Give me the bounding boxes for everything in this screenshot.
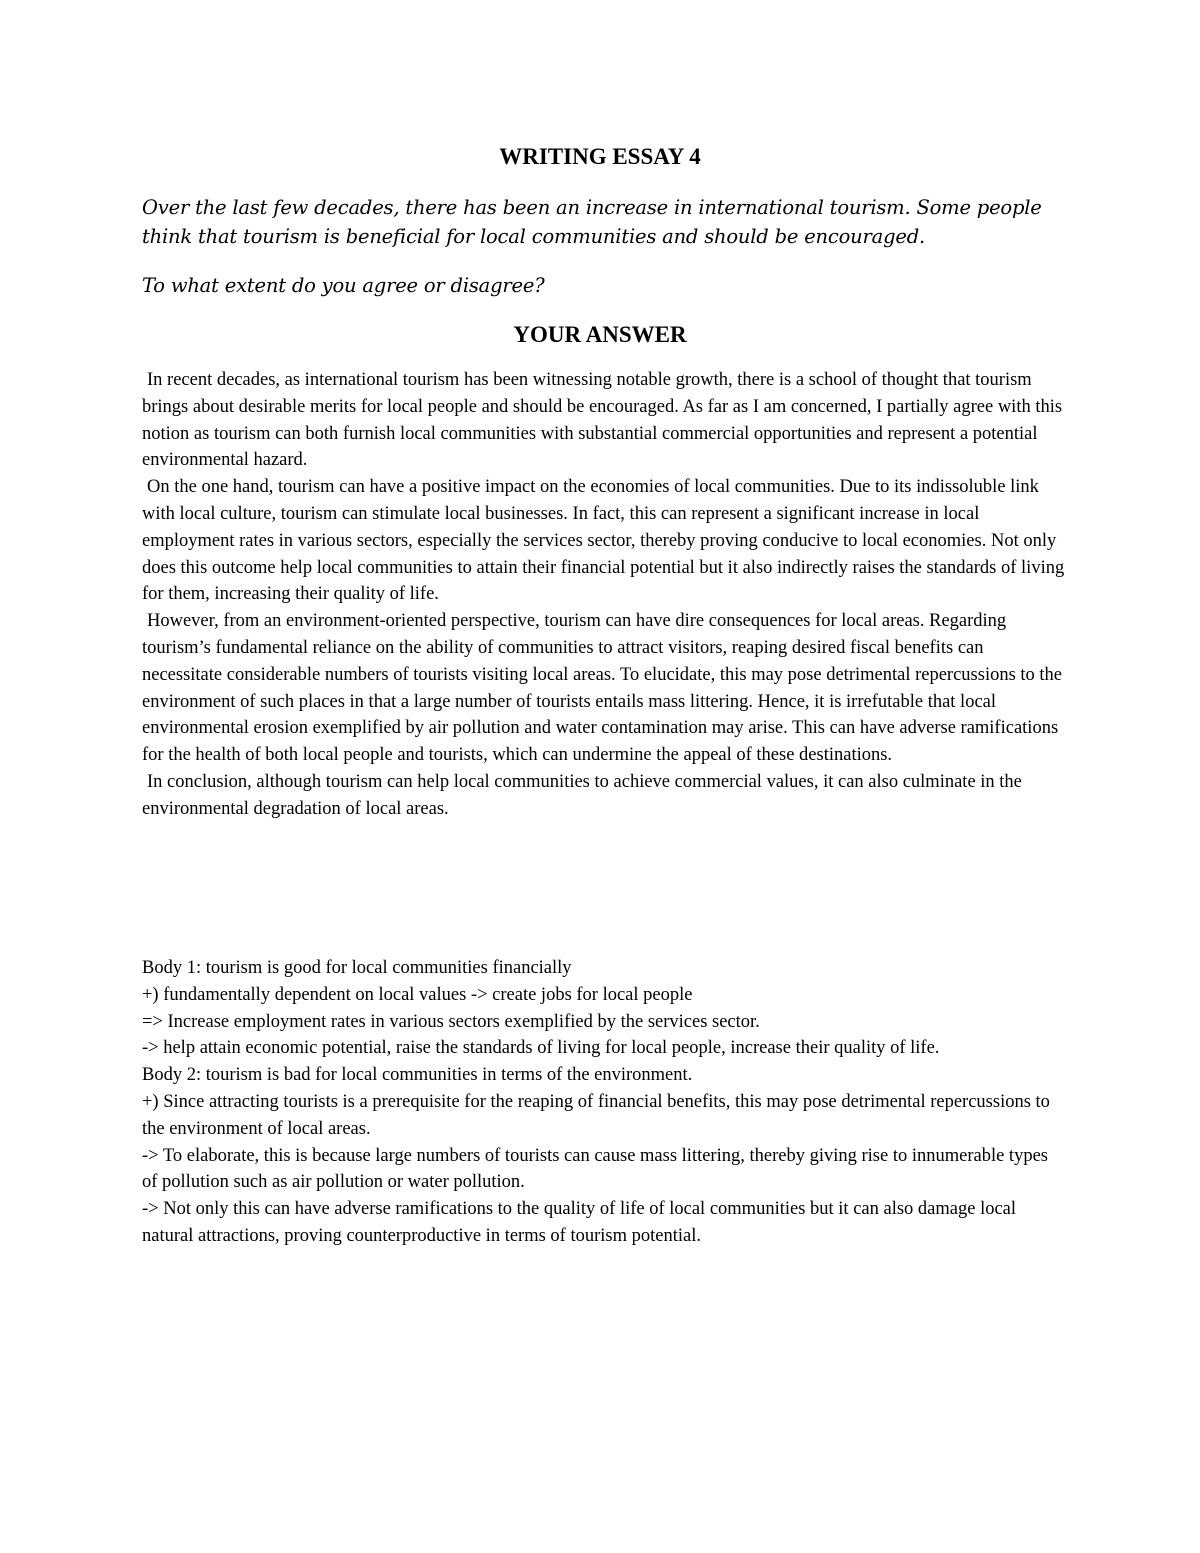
essay-outline — [142, 955, 1067, 1250]
essay-paragraph-body-2: However, from an environment-oriented perspective, tourism can have dire consequences for local areas. Regarding tourism’s fundamental reliance on the ability of communities to attract visitors, reaping desired fiscal benefits can necessitate considerable numbers of tourists visiting local areas. To elucidate, this may pose detrimental repercussions to the environment of such places in that a large number of tourists entails mass littering. Hence, it is irrefutable that local environmental erosion exemplified by air pollution and water contamination may arise. This can have adverse ramifications for the health of both local people and tourists, which can undermine the appeal of these destinations. — [142, 611, 1063, 766]
essay-question: To what extent do you agree or disagree? — [142, 274, 545, 297]
essay-title: WRITING ESSAY 4 — [499, 144, 701, 169]
outline-line: +) fundamentally dependent on local values -> create jobs for local people — [142, 984, 693, 1005]
outline-line: -> Not only this can have adverse ramifications to the quality of life of local communities but it can also damage local natural attractions, proving counterproductive in terms of tourism potential. — [142, 1199, 1017, 1246]
outline-line: -> help attain economic potential, raise the standards of living for local people, increase their quality of life. — [142, 1038, 940, 1059]
essay-body — [142, 367, 1067, 823]
outline-line: => Increase employment rates in various sectors exemplified by the services sector. — [142, 1011, 760, 1032]
outline-line: Body 2: tourism is bad for local communities in terms of the environment. — [142, 1065, 693, 1086]
outline-line: +) Since attracting tourists is a prerequisite for the reaping of financial benefits, this may pose detrimental repercussions to the environment of local areas. — [142, 1091, 1050, 1139]
outline-line: -> To elaborate, this is because large numbers of tourists can cause mass littering, thereby giving rise to innumerable types of pollution such as air pollution or water pollution. — [142, 1145, 1048, 1193]
essay-paragraph-body-1: On the one hand, tourism can have a positive impact on the economies of local communities. Due to its indissoluble link with local culture, tourism can stimulate local businesses. In fact, this can represent a significant increase in local employment rates in various sectors, especially the services sector, thereby proving conducive to local economies. Not only does this outcome help local communities to attain their financial potential but it also indirectly raises the standards of living for them, increasing their quality of life. — [142, 477, 1065, 605]
essay-paragraph-introduction: In recent decades, as international tourism has been witnessing notable growth, there is a school of thought that tourism brings about desirable merits for local people and should be encouraged. As far as I am concerned, I partially agree with this notion as tourism can both furnish local communities with substantial commercial opportunities and represent a potential environmental hazard. — [142, 370, 1063, 471]
essay-paragraph-conclusion: In conclusion, although tourism can help local communities to achieve commercial values, it can also culminate in the environmental degradation of local areas. — [142, 771, 1022, 819]
answer-heading: YOUR ANSWER — [513, 322, 687, 347]
outline-line: Body 1: tourism is good for local communities financially — [142, 958, 572, 978]
essay-prompt: Over the last few decades, there has been an increase in international tourism. Some people think that tourism is beneficial for local communities and should be encouraged. — [142, 196, 1042, 248]
